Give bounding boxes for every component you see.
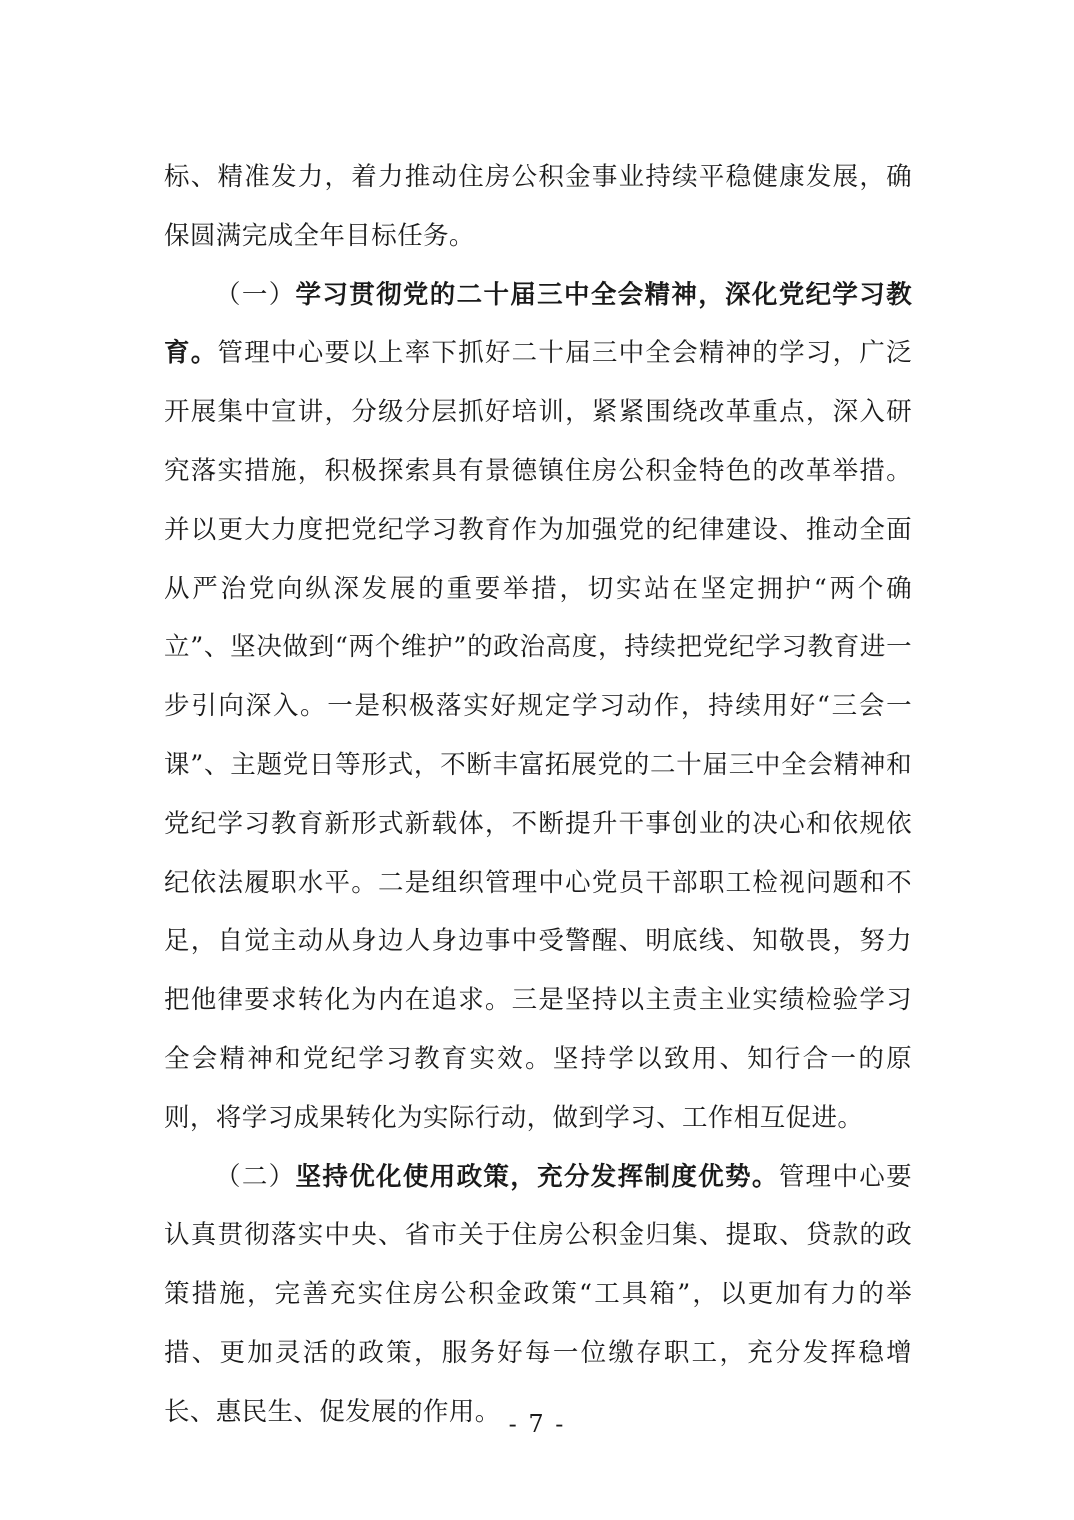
section-2-text: 管理中心要认真贯彻落实中央、省市关于住房公积金归集、提取、贷款的政策措施，完善充实住房公积金政策“工具箱”，以更加有力的举措、更加灵活的政策，服务好每一位缴存职工，充分发挥稳增长、惠民生、促发展的作用。 [164, 1161, 912, 1427]
section-2-heading: 坚持优化使用政策，充分发挥制度优势。 [295, 1161, 779, 1192]
paragraph-section-2 [164, 1148, 912, 1442]
page-number: - 7 - [508, 1410, 566, 1438]
paragraph-intro-continued: 标、精准发力，着力推动住房公积金事业持续平稳健康发展，确保圆满完成全年目标任务。 [164, 162, 912, 251]
document-body [164, 148, 912, 1442]
section-1-heading: 学习贯彻党的二十届三中全会精神，深化党纪学习教育。 [164, 279, 913, 369]
section-1-prefix: （一） [215, 279, 296, 310]
section-2-prefix: （二） [215, 1161, 296, 1192]
paragraph-section-1 [164, 266, 912, 1148]
section-1-text: 管理中心要以上率下抓好二十届三中全会精神的学习，广泛开展集中宣讲，分级分层抓好培训，紧紧围绕改革重点，深入研究落实措施，积极探索具有景德镇住房公积金特色的改革举措。并以更大力度把党纪学习教育作为加强党的纪律建设、推动全面从严治党向纵深发展的重要举措，切实站在坚定拥护“两个确立”、坚决做到“两个维护”的政治高度，持续把党纪学习教育进一步引向深入。一是积极落实好规定学习动作，持续用好“三会一课”、主题党日等形式，不断丰富拓展党的二十届三中全会精神和党纪学习教育新形式新载体，不断提升干事创业的决心和依规依纪依法履职水平。二是组织管理中心党员干部职工检视问题和不足，自觉主动从身边人身边事中受警醒、明底线、知敬畏，努力把他律要求转化为内在追求。三是坚持以主责主业实绩检验学习全会精神和党纪学习教育实效。坚持学以致用、知行合一的原则，将学习成果转化为实际行动，做到学习、工作相互促进。 [164, 338, 912, 1133]
